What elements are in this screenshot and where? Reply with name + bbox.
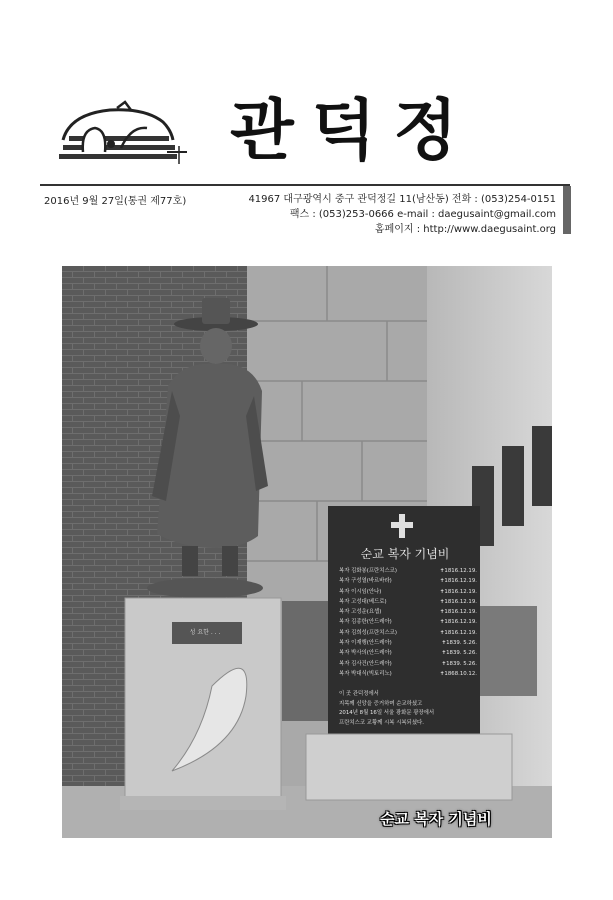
photo-scene bbox=[62, 266, 552, 838]
list-item: 복자 김화봉(프란치스코) ✝1816.12.19. bbox=[339, 568, 477, 574]
photo-caption: 순교 복자 기념비 bbox=[380, 810, 492, 828]
list-item: 복자 고성대(베드로) ✝1816.12.19. bbox=[339, 598, 477, 605]
masthead-title: 관덕정 bbox=[230, 91, 476, 169]
list-item: 복자 이시임(안나) ✝1816.12.19. bbox=[339, 588, 477, 595]
list-item: 복자 김종한(안드레아) ✝1816.12.19. bbox=[339, 619, 477, 626]
martyr-list bbox=[339, 566, 477, 679]
fax-email-line: 팩스 : (053)253-0666 e-mail : daegusaint@gmail.com bbox=[289, 209, 556, 220]
list-item: 복자 김희성(프란치스코) ✝1816.12.19. bbox=[339, 629, 477, 636]
list-item: 복자 김사건(안드레아) ✝1839. 5.26. bbox=[339, 660, 477, 667]
cover-photo bbox=[62, 266, 552, 838]
header-rule bbox=[40, 184, 570, 186]
logo-icon bbox=[55, 100, 190, 170]
list-item: 복자 박대식(빅토리노) ✝1868.10.12. bbox=[339, 670, 477, 677]
list-item: 복자 고성운(요셉) ✝1816.12.19. bbox=[339, 609, 477, 616]
issue-date: 2016년 9월 27일(통권 제77호) bbox=[44, 196, 187, 207]
address-line: 41967 대구광역시 중구 관덕정길 11(남산동) 전화 : (053)254-0151 bbox=[248, 194, 556, 205]
header-side-bar bbox=[563, 186, 571, 234]
homepage-line: 홈페이지 : http://www.daegusaint.org bbox=[374, 224, 556, 235]
memorial-title: 순교 복자 기념비 bbox=[360, 547, 450, 561]
pedestal-plaque: 성 요한 . . . bbox=[189, 629, 221, 636]
list-item: 복자 구성열(바르바라) ✝1816.12.19. bbox=[339, 578, 477, 585]
list-item: 복자 박사의(안드레아) ✝1839. 5.26. bbox=[339, 650, 477, 657]
list-item: 복자 이재행(안드레아) ✝1839. 5.26. bbox=[339, 640, 477, 647]
memorial-description: 이 곳 관덕정에서 지목께 신앙을 증거하며 순교하셨고 2014년 8월 16일 서울 광화문 광장에서 프란치스코 교황께 시복 시복되셨다. bbox=[339, 691, 435, 726]
contact-info bbox=[248, 192, 556, 237]
